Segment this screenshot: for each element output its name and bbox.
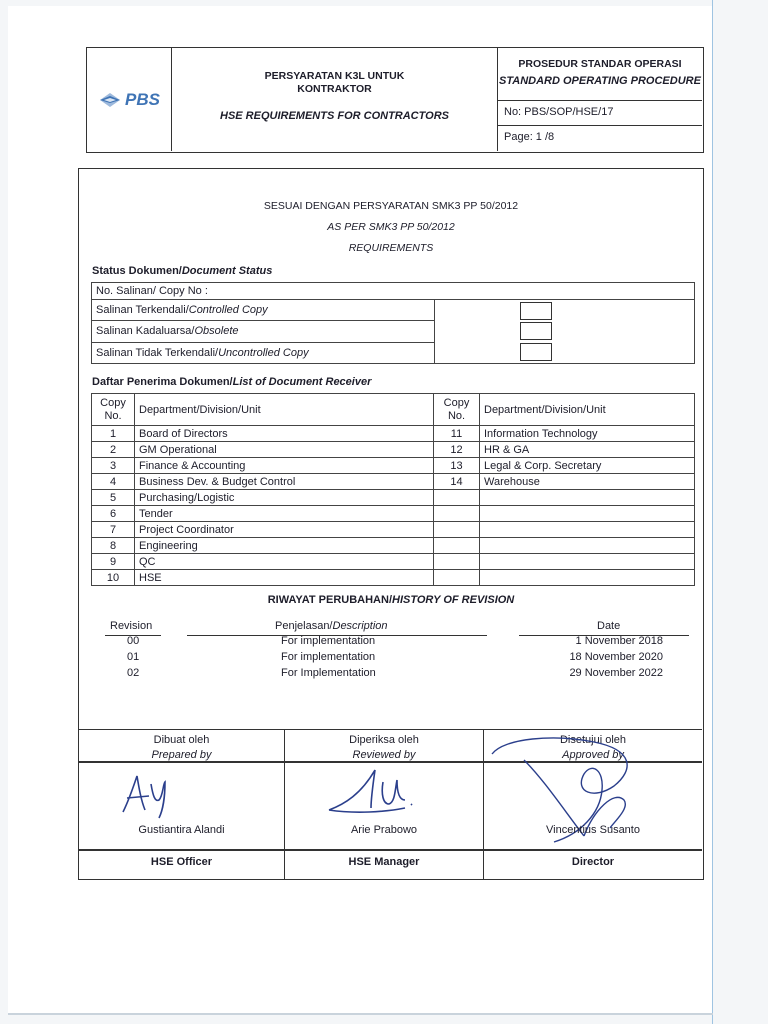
revision-date: 29 November 2022 [569, 667, 663, 679]
receiver-copy-no: 14 [434, 474, 480, 490]
title-indonesian [172, 70, 497, 96]
obsolete-checkbox[interactable] [520, 322, 552, 340]
revision-number: 01 [127, 651, 140, 663]
receiver-copy-no: 6 [92, 506, 135, 522]
receiver-copy-no: 11 [434, 426, 480, 442]
intro-block [79, 196, 703, 259]
receiver-row [92, 506, 695, 522]
receiver-row [92, 426, 695, 442]
approved-role: Director [571, 856, 615, 868]
revision-title-en: HISTORY OF REVISION [392, 594, 515, 606]
receiver-row [92, 538, 695, 554]
receiver-copy-no: 8 [92, 538, 135, 554]
receiver-copy-no [434, 490, 480, 506]
receiver-copy-no: 9 [92, 554, 135, 570]
receiver-copy-no [434, 538, 480, 554]
col-dept-right: Department/Division/Unit [480, 394, 695, 426]
reviewed-signature-image [325, 764, 425, 822]
status-row-label: Salinan Kadaluarsa/Obsolete [92, 321, 435, 342]
prepared-signature-image [119, 770, 179, 820]
revision-description: For implementation [281, 651, 376, 663]
receiver-copy-no: 1 [92, 426, 135, 442]
receiver-copy-no: 10 [92, 570, 135, 586]
sop-label-en: STANDARD OPERATING PROCEDURE [499, 75, 701, 87]
title-id-line2: KONTRAKTOR [297, 83, 372, 95]
receiver-department [480, 522, 695, 538]
revision-description: For Implementation [281, 667, 376, 679]
receiver-department: HR & GA [480, 442, 695, 458]
receiver-row [92, 474, 695, 490]
receiver-department: HSE [135, 570, 434, 586]
title-id-line1: PERSYARATAN K3L UNTUK [264, 70, 405, 82]
reviewed-label: Diperiksa oleh [349, 734, 419, 746]
receiver-copy-no [434, 570, 480, 586]
document-body [78, 168, 704, 880]
status-label-en: Document Status [181, 265, 273, 277]
receiver-copy-no: 4 [92, 474, 135, 490]
prepared-name: Gustiantira Alandi [138, 824, 225, 836]
revision-date: 1 November 2018 [575, 635, 663, 647]
status-row [92, 300, 695, 321]
receiver-department: Business Dev. & Budget Control [135, 474, 434, 490]
sop-cell [498, 48, 702, 151]
page-number: Page: 1 /8 [504, 131, 555, 143]
revision-title [79, 594, 703, 606]
receiver-department: Project Coordinator [135, 522, 434, 538]
receiver-copy-no: 3 [92, 458, 135, 474]
receiver-label-id: Daftar Penerima Dokumen/ [92, 376, 233, 388]
signature-block [79, 729, 702, 879]
receiver-department: Legal & Corp. Secretary [480, 458, 695, 474]
prepared-role: HSE Officer [150, 856, 213, 868]
receiver-copy-no: 5 [92, 490, 135, 506]
page-bottom-edge [8, 1013, 713, 1015]
receiver-label-en: List of Document Receiver [232, 376, 372, 388]
sop-label [498, 48, 702, 101]
document-header [86, 47, 704, 153]
revision-description: For implementation [281, 635, 376, 647]
page-edge-line [712, 0, 713, 1024]
revision-number: 02 [127, 667, 140, 679]
receiver-row [92, 522, 695, 538]
title-english: HSE REQUIREMENTS FOR CONTRACTORS [220, 110, 449, 122]
description-col-header: Penjelasan/Description [275, 620, 388, 632]
status-label-id: Status Dokumen/ [92, 265, 182, 277]
signature-approved [483, 730, 702, 880]
receiver-department [480, 570, 695, 586]
controlled-copy-checkbox[interactable] [520, 302, 552, 320]
status-row-label: Salinan Terkendali/Controlled Copy [92, 300, 435, 321]
receiver-table [91, 393, 695, 586]
title-cell [172, 48, 498, 151]
intro-line3: REQUIREMENTS [348, 242, 434, 254]
document-number: No: PBS/SOP/HSE/17 [498, 101, 702, 126]
approved-label-en: Approved by [562, 749, 624, 761]
revision-title-id: RIWAYAT PERUBAHAN/ [267, 594, 392, 606]
col-copy-no-right: Copy No. [434, 394, 480, 426]
receiver-department: QC [135, 554, 434, 570]
revision-number: 00 [127, 635, 140, 647]
receiver-department: Finance & Accounting [135, 458, 434, 474]
receiver-department [480, 538, 695, 554]
approved-label: Disetujui oleh [559, 734, 627, 746]
status-label [92, 265, 272, 277]
col-copy-no-left: Copy No. [92, 394, 135, 426]
receiver-row [92, 442, 695, 458]
receiver-copy-no: 2 [92, 442, 135, 458]
receiver-department: Engineering [135, 538, 434, 554]
checkbox-column [435, 300, 695, 364]
reviewed-role: HSE Manager [348, 856, 420, 868]
revision-col-header: Revision [110, 620, 153, 632]
receiver-copy-no: 7 [92, 522, 135, 538]
uncontrolled-copy-checkbox[interactable] [520, 343, 552, 361]
reviewed-name: Arie Prabowo [350, 824, 418, 836]
receiver-department [480, 490, 695, 506]
reviewed-label-en: Reviewed by [352, 749, 416, 761]
signature-reviewed [284, 730, 483, 880]
logo-text: PBS [125, 89, 160, 109]
receiver-department: Board of Directors [135, 426, 434, 442]
status-table [91, 282, 695, 364]
receiver-copy-no [434, 554, 480, 570]
receiver-department [480, 506, 695, 522]
receiver-label [92, 376, 371, 388]
receiver-department [480, 554, 695, 570]
sop-label-id: PROSEDUR STANDAR OPERASI [518, 58, 682, 70]
receiver-copy-no: 12 [434, 442, 480, 458]
receiver-header-row [92, 394, 695, 426]
approved-name: Vincentius Susanto [546, 824, 640, 836]
prepared-label: Dibuat oleh [153, 734, 210, 746]
col-dept-left: Department/Division/Unit [135, 394, 434, 426]
logo-cell [87, 48, 172, 151]
receiver-row [92, 554, 695, 570]
receiver-row [92, 490, 695, 506]
copy-no-cell: No. Salinan/ Copy No : [92, 283, 695, 300]
intro-line1: SESUAI DENGAN PERSYARATAN SMK3 PP 50/2012 [263, 200, 519, 212]
receiver-department: GM Operational [135, 442, 434, 458]
receiver-copy-no: 13 [434, 458, 480, 474]
intro-line2: AS PER SMK3 PP 50/2012 [327, 221, 455, 233]
prepared-label-en: Prepared by [151, 749, 212, 761]
logo-diamond-icon [98, 91, 122, 109]
receiver-row [92, 570, 695, 586]
receiver-copy-no [434, 522, 480, 538]
revision-date: 18 November 2020 [569, 651, 663, 663]
status-row-copy-no [92, 283, 695, 300]
receiver-department: Information Technology [480, 426, 695, 442]
receiver-department: Purchasing/Logistic [135, 490, 434, 506]
receiver-department: Tender [135, 506, 434, 522]
receiver-department: Warehouse [480, 474, 695, 490]
status-row-label: Salinan Tidak Terkendali/Uncontrolled Copy [92, 342, 435, 363]
signature-prepared [79, 730, 284, 880]
receiver-copy-no [434, 506, 480, 522]
date-col-header: Date [597, 620, 621, 632]
receiver-row [92, 458, 695, 474]
company-logo [98, 90, 160, 110]
